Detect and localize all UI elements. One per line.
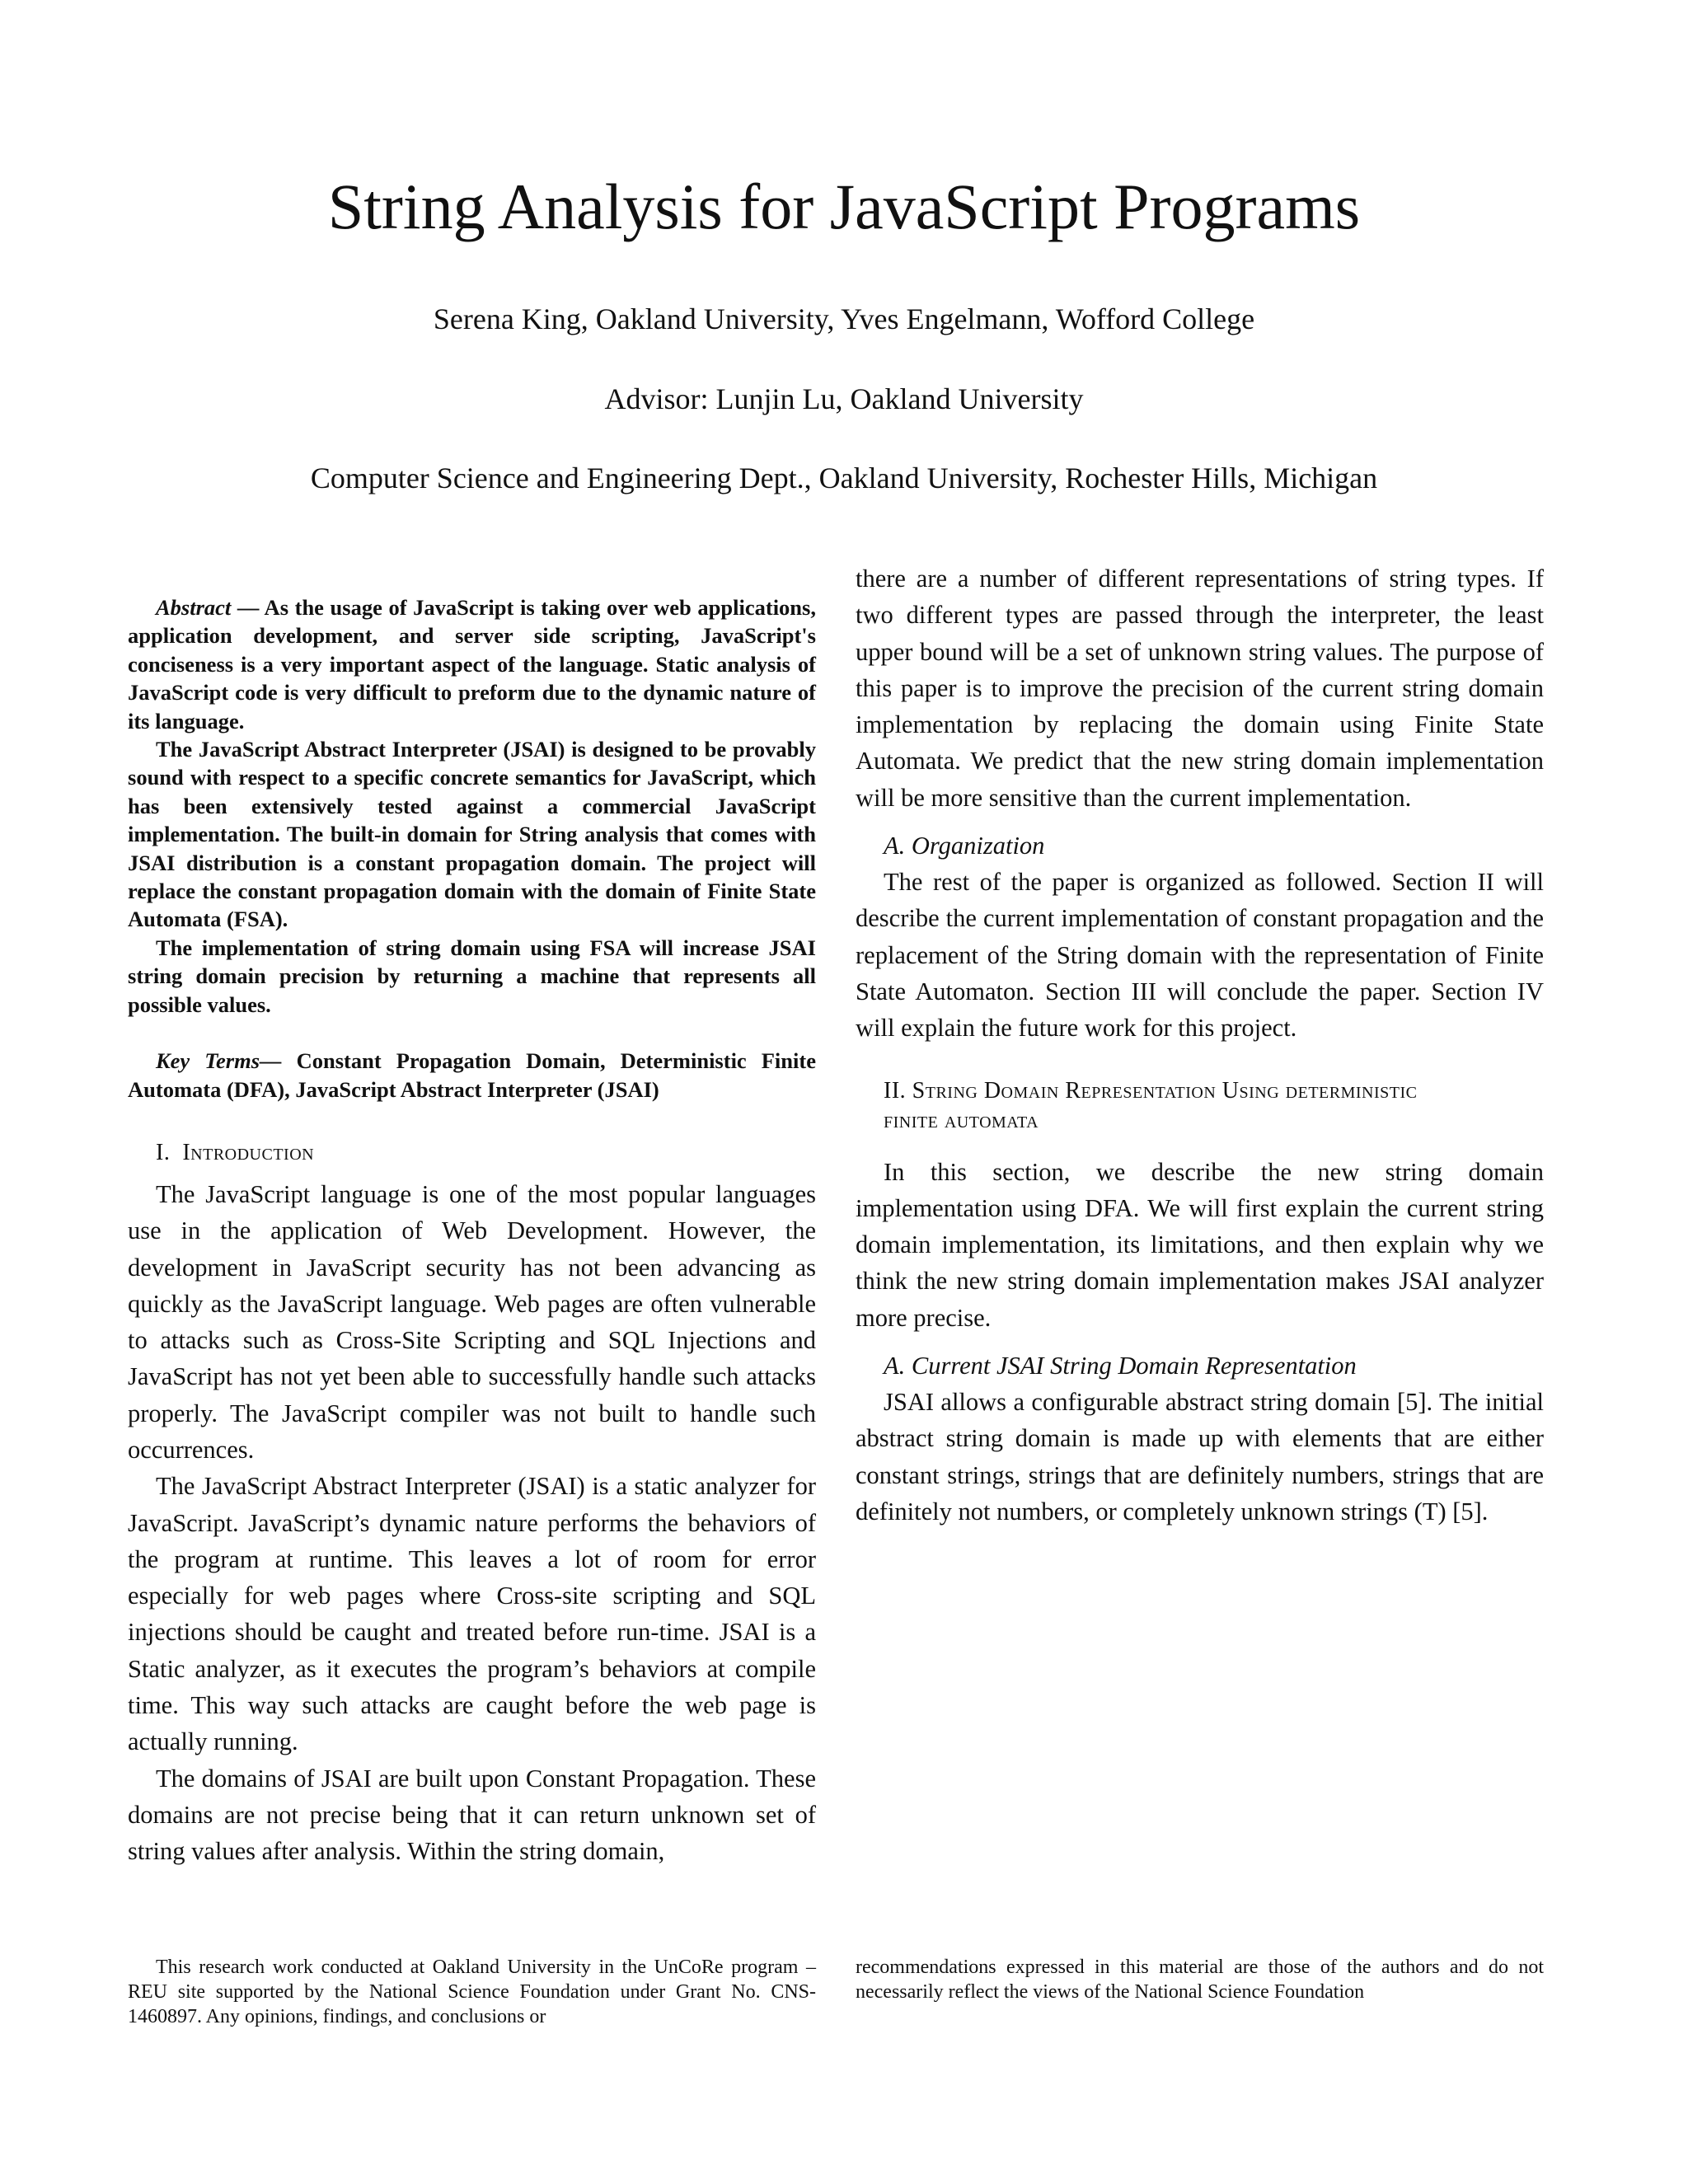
intro-paragraph-3: The domains of JSAI are built upon Constant Propagation. These domains are not precise being that it can return unknown set of string values after analysis. Within the string domain, <box>128 1764 816 1866</box>
section-spacer <box>128 1104 816 1138</box>
abstract-paragraph-3: The implementation of string domain using FSA will increase JSAI string domain precision by returning a machine that represents all possible values. <box>128 935 816 1017</box>
key-terms-text: Constant Propagation Domain, Deterministic Finite Automata (DFA), JavaScript Abstract Interpreter (JSAI) <box>128 1048 816 1102</box>
spacer <box>856 1136 1544 1154</box>
spacer <box>856 816 1544 827</box>
subsection-heading-current-representation: A. Current JSAI String Domain Representation <box>884 1352 1357 1380</box>
abstract-spacer <box>128 1019 816 1047</box>
section-number: I. <box>156 1139 171 1165</box>
intro-paragraph-1: The JavaScript language is one of the most popular languages use in the application of Web Development. However, the development in JavaScript security has not been advancing as quickly as the JavaScript language. Web pages are often vulnerable to attacks such as Cross-Site Scripting and SQL Injections and JavaScript has not yet been able to successfully handle such attacks properly. The JavaScript compiler was not built to handle such occurrences. <box>128 1179 816 1464</box>
left-column <box>128 593 816 1870</box>
author-line: Serena King, Oakland University, Yves Engelmann, Wofford College <box>433 302 1255 335</box>
spacer <box>856 1336 1544 1347</box>
section-title: Introduction <box>182 1139 315 1165</box>
section-heading-introduction <box>128 1138 816 1168</box>
organization-paragraph: The rest of the paper is organized as followed. Section II will describe the current implementation of constant propagation and the replacement of the String domain with the representation of Finite State Automaton. Section III will conclude the paper. Section IV will explain the future work for this project. <box>856 868 1544 1043</box>
key-terms <box>128 1047 816 1104</box>
abstract-text-1: — As the usage of JavaScript is taking over web applications, application development, and server side scripting, JavaScript's conciseness is a very important aspect of the language. Static analysis of JavaScript code is very difficult to preform due to the dynamic nature of its language. <box>128 595 816 733</box>
abstract-paragraph-2: The JavaScript Abstract Interpreter (JSAI) is designed to be provably sound with respect to a specific concrete semantics for JavaScript, which has been extensively tested against a commercial JavaScript implementation. The built-in domain for String analysis that comes with JSAI distribution is a constant propagation domain. The project will replace the constant propagation domain with the domain of Finite State Automata (FSA). <box>128 737 816 932</box>
key-terms-label: Key Terms— <box>156 1048 282 1074</box>
section-heading-string-domain-line-1: II. String Domain Representation Using deterministic <box>884 1077 1418 1104</box>
abstract-paragraph-1 <box>128 593 816 735</box>
heading-spacer <box>128 1168 816 1176</box>
affiliation-line: Computer Science and Engineering Dept., Oakland University, Rochester Hills, Michigan <box>310 462 1378 494</box>
footnote-right: recommendations expressed in this material are those of the authors and do not necessarily reflect the views of the National Science Foundation <box>856 1957 1544 2003</box>
abstract-block <box>128 593 816 1104</box>
subsection-heading-organization: A. Organization <box>884 832 1045 860</box>
section-heading-string-domain-line-2: finite automata <box>884 1107 1039 1133</box>
abstract-label: Abstract <box>156 595 232 620</box>
right-column <box>856 560 1544 1530</box>
current-representation-paragraph: JSAI allows a configurable abstract string domain [5]. The initial abstract string domain is made up with elements that are either constant strings, strings that are definitely numbers, strings that are definitely not numbers, or completely unknown strings (T) [5]. <box>856 1388 1544 1526</box>
intro-paragraph-2: The JavaScript Abstract Interpreter (JSAI) is a static analyzer for JavaScript. JavaScript’s dynamic nature performs the behaviors of the program at runtime. This leaves a lot of room for error especially for web pages where Cross-site scripting and SQL injections should be caught and treated before run-time. JSAI is a Static analyzer, as it executes the program’s behaviors at compile time. This way such attacks are caught before the web page is actually running. <box>128 1472 816 1756</box>
footnote-left: This research work conducted at Oakland University in the UnCoRe program – REU site supported by the National Science Foundation under Grant No. CNS-1460897. Any opinions, findings, and conclusions or <box>128 1957 816 2027</box>
advisor-line: Advisor: Lunjin Lu, Oakland University <box>604 382 1084 415</box>
paper-title: String Analysis for JavaScript Programs <box>327 171 1361 242</box>
spacer <box>856 1047 1544 1076</box>
continued-paragraph: there are a number of different representations of string types. If two different types are passed through the interpreter, the least upper bound will be a set of unknown string values. The purpose of this paper is to improve the precision of the current string domain implementation by replacing the domain using Finite State Automata. We predict that the new string domain implementation will be more sensitive than the current implementation. <box>856 565 1544 812</box>
section-2-paragraph: In this section, we describe the new string domain implementation using DFA. We will first explain the current string domain implementation, its limitations, and then explain why we think the new string domain implementation makes JSAI analyzer more precise. <box>856 1157 1544 1332</box>
